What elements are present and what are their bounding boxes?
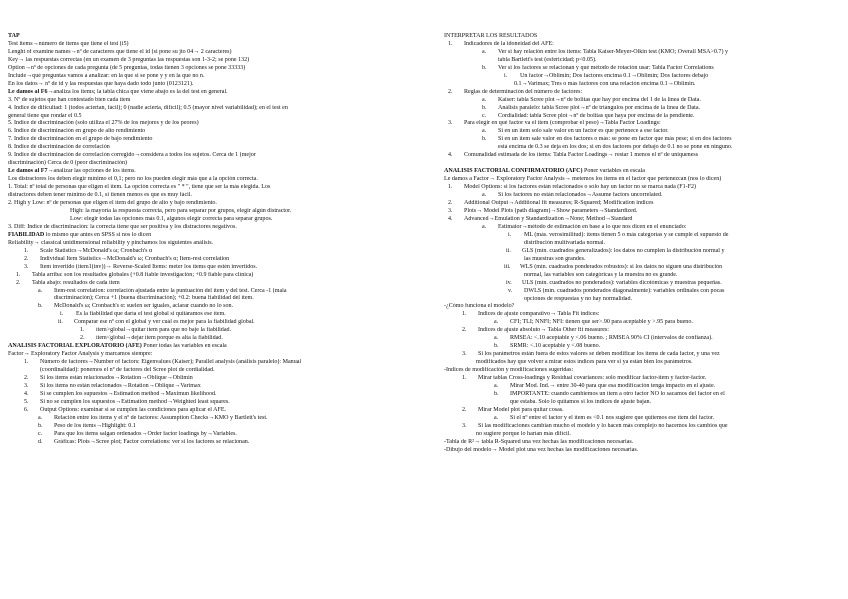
line-text: Comunalidad estimada de los ítems: Tabla Factor Loadings→ restar 1 menos el nº de uniqueness bbox=[464, 152, 699, 159]
list-marker: 1. bbox=[448, 184, 453, 191]
text-line bbox=[8, 303, 424, 311]
text-line bbox=[8, 415, 424, 423]
line-text: general tiene que rondar el 0.5 bbox=[8, 112, 82, 119]
list-marker: 1. bbox=[462, 375, 467, 382]
line-text: Scale Statistics→McDonald's ω; Cronbach's α bbox=[40, 247, 153, 254]
text-line bbox=[8, 120, 424, 128]
list-marker: 3. bbox=[462, 351, 467, 358]
text-line bbox=[444, 256, 842, 264]
text-line bbox=[444, 248, 842, 256]
list-marker: a. bbox=[38, 414, 43, 421]
list-marker: a. bbox=[482, 48, 487, 55]
list-marker: a. bbox=[38, 287, 43, 294]
text-line bbox=[444, 144, 842, 152]
text-line bbox=[444, 399, 842, 407]
text-line bbox=[8, 113, 424, 121]
line-text: -Dibujo del modelo→ Model plot una vez hechas las modificaciones necesarias. bbox=[444, 446, 639, 453]
line-text: Lenght of examine names→nº de caracteres que tiene el id (si pone su jto 04→ 2 caracteres) bbox=[8, 48, 232, 55]
text-line bbox=[8, 97, 424, 105]
line-text: Test items→número de items que tiene el test (i5) bbox=[8, 40, 129, 47]
line-text: GLS (mín. cuadrados generalizados): los datos no cumplen la distribución normal y bbox=[522, 247, 725, 254]
line-text: En los datos→ nº de id y las respuestas que haya dado todo junto (0123121). bbox=[8, 80, 194, 87]
line-text: Additional Output→Additional fit measures; R-Squared; Modification indices bbox=[464, 200, 654, 207]
line-text: Tabla arriba: son los resultados globales (+0.8 fiable investigación; +0.9 fiable para clínica) bbox=[32, 271, 254, 278]
line-text: Peso de los ítems→Highlight: 0.1 bbox=[54, 422, 136, 429]
text-line bbox=[8, 248, 424, 256]
line-text: Si los ítems no están relacionados→Rotation→Oblique→Varimax bbox=[40, 382, 201, 389]
text-line bbox=[444, 303, 842, 311]
list-marker: iii. bbox=[504, 263, 511, 270]
line-text: Los distractores los deben elegir mínimo el 0,1; pero no los pueden elegir más que a la opción correcta. bbox=[8, 176, 258, 183]
list-marker: b. bbox=[482, 104, 487, 111]
right-column bbox=[444, 33, 842, 455]
text-line bbox=[444, 272, 842, 280]
line-text: Key→ las respuestas correctas (en un examen de 3 preguntas las respuestas son 1-3-2; se pone 132) bbox=[8, 56, 250, 63]
list-marker: 1. bbox=[448, 40, 453, 47]
line-text: Kaiser: tabla Scree plot→nº de bolitas que hay por encima del 1 de la línea de Data. bbox=[498, 96, 701, 103]
line-text: ULS (mín. cuadrados no ponderados): variables dicotómicas y muestras pequeñas. bbox=[522, 279, 722, 286]
text-line bbox=[444, 224, 842, 232]
line-text: las muestras son grandes. bbox=[524, 255, 586, 262]
text-line bbox=[444, 41, 842, 49]
list-marker: 4. bbox=[448, 152, 453, 159]
text-line bbox=[444, 280, 842, 288]
text-line bbox=[8, 431, 424, 439]
text-line bbox=[444, 319, 842, 327]
text-line bbox=[8, 399, 424, 407]
line-text: ANÁLISIS FACTORIAL CONFIRMATORIO (AFC) Poner variables en escala bbox=[444, 168, 645, 175]
text-line bbox=[8, 359, 424, 367]
text-line bbox=[444, 335, 842, 343]
text-line bbox=[8, 73, 424, 81]
text-line bbox=[444, 184, 842, 192]
line-text: ANÁLISIS FACTORIAL EXPLORATORIO (AFE) Poner todas las variables en escala bbox=[8, 343, 227, 350]
line-text: Factor→ Exploratory Factor Analysis y marcamos siempre: bbox=[8, 351, 153, 358]
text-line bbox=[8, 105, 424, 113]
text-line bbox=[8, 41, 424, 49]
line-text: Si los factores no están relacionados→Assume factors uncorrelated. bbox=[498, 192, 663, 199]
list-marker: a. bbox=[482, 128, 487, 135]
line-text: 3. Nº de sujetos que han contestado bien cada ítem bbox=[8, 96, 131, 103]
line-text: -¿Cómo funciona el modelo? bbox=[444, 303, 515, 310]
text-line bbox=[444, 311, 842, 319]
line-text: Mirar tablas Cross-loadings y Residual covariances: solo modificar factor-ítem y factor-factor. bbox=[478, 375, 707, 382]
text-line bbox=[444, 57, 842, 65]
list-marker: 4. bbox=[448, 215, 453, 222]
list-marker: 3. bbox=[448, 208, 453, 215]
text-line bbox=[8, 280, 424, 288]
text-line bbox=[444, 415, 842, 423]
bold-heading: ANÁLISIS FACTORIAL CONFIRMATORIO (AFC) bbox=[444, 168, 583, 175]
line-text: INTERPRETAR LOS RESULTADOS bbox=[444, 33, 538, 39]
line-text: Si en un ítem sale valor en dos factores o más: se pone en factor que más pese; si en dos factores bbox=[498, 136, 732, 143]
line-text: normal, las variables son categóricas y la muestra no es grande. bbox=[524, 271, 678, 278]
line-text: Indicadores de la idoneidad del AFE: bbox=[464, 40, 554, 47]
text-line bbox=[444, 105, 842, 113]
text-line bbox=[8, 176, 424, 184]
text-line bbox=[8, 65, 424, 73]
text-line bbox=[444, 136, 842, 144]
text-line bbox=[444, 288, 842, 296]
line-text: SRMR: <.10 aceptable y <.08 bueno. bbox=[510, 343, 601, 350]
text-line bbox=[8, 33, 424, 41]
list-marker: ii. bbox=[506, 247, 511, 254]
text-line bbox=[444, 97, 842, 105]
text-line bbox=[8, 391, 424, 399]
line-text: Reliability→ classical unidimensional reliability y pinchamos los siguientes análisis. bbox=[8, 239, 214, 246]
line-text: que estaba. Solo lo quitamos si los índices de ajuste bajan. bbox=[510, 398, 652, 405]
line-text: Si el nº entre el factor y el ítem es <0.1 nos sugiere que quitemos ese ítem del factor. bbox=[510, 414, 715, 421]
list-marker: 3. bbox=[462, 422, 467, 429]
text-line bbox=[444, 327, 842, 335]
text-line bbox=[8, 224, 424, 232]
text-line bbox=[444, 49, 842, 57]
line-text: Le damos a Factor→ Exploratory Factor Analysis→ metemos los ítems en el factor que pertenezcan (nos lo dicen) bbox=[444, 176, 722, 183]
list-marker: 6. bbox=[24, 406, 29, 413]
text-line bbox=[8, 240, 424, 248]
line-text: Cordialidad: tabla Scree plot→nº de bolitas que haya por encima de la pendiente. bbox=[498, 112, 695, 119]
line-text: 9. Índice de discriminación de correlación corregido→considera a todos los sujetos. Cerca de 1 (mejor bbox=[8, 152, 256, 159]
list-marker: i. bbox=[508, 231, 512, 238]
line-text: 6. Índice de discriminación en grupo de alto rendimiento bbox=[8, 128, 146, 135]
line-text: distractores deben tener mínimo de 0.1, si tienen menos es que es muy fácil. bbox=[8, 192, 193, 199]
text-line bbox=[444, 240, 842, 248]
list-marker: 3. bbox=[24, 382, 29, 389]
text-line bbox=[444, 176, 842, 184]
line-text bbox=[444, 160, 842, 168]
list-marker: b. bbox=[38, 422, 43, 429]
line-text: 0.1→Varimax; Tres o más factores con una relación encima 0.1→Oblimin. bbox=[514, 80, 696, 87]
line-text: ítem<global→dejar ítem porque es alta la fiabilidad. bbox=[96, 335, 223, 342]
text-line bbox=[444, 447, 842, 455]
text-line bbox=[444, 232, 842, 240]
line-text: Individual Item Statistics→McDonald's ω; Cronbach's α; Item-rest correlation bbox=[40, 255, 230, 262]
text-line bbox=[8, 192, 424, 200]
text-line bbox=[8, 351, 424, 359]
text-line bbox=[8, 128, 424, 136]
text-line bbox=[444, 73, 842, 81]
text-line bbox=[8, 311, 424, 319]
text-line bbox=[444, 168, 842, 176]
list-marker: ii. bbox=[58, 319, 63, 326]
line-text: Plots→ Model Plots (path diagram)→Show parameters→Standardized. bbox=[464, 208, 638, 215]
list-marker: a. bbox=[494, 414, 499, 421]
list-marker: a. bbox=[482, 96, 487, 103]
line-text: Relación entre los ítems y el nº de factores: Assumption Checks→KMO y Bartlett's test. bbox=[54, 414, 268, 421]
list-marker: 1. bbox=[24, 247, 29, 254]
text-line bbox=[444, 113, 842, 121]
line-text: (coordinalidad): ponemos el nº de factores del Scree plot de cordialidad. bbox=[40, 367, 215, 374]
bold-heading: Le damos al F7 bbox=[8, 168, 48, 175]
text-line bbox=[444, 367, 842, 375]
list-marker: d. bbox=[38, 438, 43, 445]
list-marker: 2. bbox=[24, 374, 29, 381]
line-text: Si los parámetros están fuera de estos valores se deben modificar los ítems de cada factor, y una vez bbox=[478, 351, 720, 358]
line-text: Para elegir en qué factor va el ítem (comprobar el peso)→Tabla Factor Loadings: bbox=[464, 120, 661, 127]
line-text: Le damos al F6→analiza los items; la tabla chica que viene abajo es la del test en general. bbox=[8, 88, 228, 95]
line-text: ML (más. verosimilitud): ítems tienen 5 o más categorías y se cumple el supuesto de bbox=[524, 231, 729, 238]
line-text: Include→qué preguntas vamos a analizar: en la que si se pone y y en la que no n. bbox=[8, 72, 205, 79]
line-text: no sugiere porque lo harían más difícil. bbox=[476, 430, 571, 437]
text-line bbox=[444, 383, 842, 391]
text-line bbox=[8, 200, 424, 208]
text-line bbox=[444, 343, 842, 351]
line-text: Model Options: si los factores están relacionados o solo hay un factor no se marca nada (F1-F2) bbox=[464, 184, 697, 191]
text-line bbox=[444, 216, 842, 224]
text-line bbox=[444, 296, 842, 304]
text-line bbox=[8, 152, 424, 160]
list-marker: 2. bbox=[448, 88, 453, 95]
line-text: IMPORTANTE: cuando cambiemos un ítem a otro factor NO lo sacamos del factor en el bbox=[510, 390, 725, 397]
text-line bbox=[444, 391, 842, 399]
list-marker: iv. bbox=[506, 279, 512, 286]
line-text: ítem>global→quitar ítem para que no baje la fiabilidad. bbox=[96, 327, 232, 334]
list-marker: 3. bbox=[24, 263, 29, 270]
text-line bbox=[8, 383, 424, 391]
list-marker: 5. bbox=[24, 398, 29, 405]
text-line bbox=[8, 288, 424, 296]
list-marker: 2. bbox=[24, 255, 29, 262]
text-line bbox=[444, 200, 842, 208]
text-line bbox=[444, 192, 842, 200]
text-line bbox=[8, 264, 424, 272]
line-text: 8. Índice de discriminación de correlación bbox=[8, 144, 110, 151]
list-marker: i. bbox=[504, 72, 508, 79]
line-text: 2. High y Low: nº de personas que eligen el ítem del grupo de alto y bajo rendimiento. bbox=[8, 200, 217, 207]
line-text: Mirar Mod. Ind.→ entre 30-40 para que esa modificación tenga impacto en el ajuste. bbox=[510, 382, 716, 389]
line-text: discriminación); Cerca +1 (buena discriminación); +0.2: buena fiabilidad del ítem. bbox=[54, 295, 254, 302]
text-line bbox=[444, 423, 842, 431]
text-line bbox=[8, 367, 424, 375]
line-text: -Índices de modificación y modificaciones sugeridas: bbox=[444, 367, 574, 374]
text-line bbox=[8, 423, 424, 431]
left-column bbox=[8, 33, 424, 447]
list-marker: a. bbox=[494, 319, 499, 326]
text-line bbox=[444, 359, 842, 367]
line-text: discriminación) Cerca de 0 (peor discriminación) bbox=[8, 160, 128, 167]
text-line bbox=[444, 120, 842, 128]
list-marker: a. bbox=[482, 192, 487, 199]
text-line bbox=[8, 327, 424, 335]
list-marker: 4. bbox=[24, 390, 29, 397]
list-marker: 2. bbox=[448, 200, 453, 207]
line-text: Comparar ese nº con el global y ver cuál es mejor para la fiabilidad global. bbox=[74, 319, 255, 326]
list-marker: i. bbox=[60, 311, 64, 318]
line-text: Le damos al F7→analizar las opciones de los ítems. bbox=[8, 168, 136, 175]
line-text: CFI; TLI; NNFI; NFI: tienen que ser>.90 para aceptable y >.95 para bueno. bbox=[510, 319, 693, 326]
list-marker: a. bbox=[494, 382, 499, 389]
text-line bbox=[8, 49, 424, 57]
line-text: High: la mayoría la respuesta correcta, pero para separar por grupos, elegir algún distractor. bbox=[70, 207, 292, 214]
line-text: Es la fiabilidad que daría el test global si quitáramos ese ítem. bbox=[76, 311, 226, 318]
text-line bbox=[8, 216, 424, 224]
line-text: Índices de ajuste absoluto→ Tabla Other fit measures: bbox=[478, 327, 609, 334]
text-line bbox=[444, 81, 842, 89]
line-text: Si los ítems están relacionados→Rotation→Oblique→Oblimin bbox=[40, 374, 193, 381]
list-marker: 2. bbox=[16, 279, 21, 286]
line-text: tabla Bartlett's test (esfericidad; p<0.05). bbox=[498, 56, 597, 63]
line-text: Para que los ítems salgan ordenados→Order factor loadings by→Variables. bbox=[54, 430, 237, 437]
text-line bbox=[444, 351, 842, 359]
text-line bbox=[8, 89, 424, 97]
line-text: FIABILIDAD lo mismo que antes en SPSS si nos lo dicen bbox=[8, 231, 152, 238]
text-line bbox=[8, 136, 424, 144]
line-text: Índices de ajuste comparativo→ Tabla Fit indices: bbox=[478, 311, 600, 318]
text-line bbox=[8, 208, 424, 216]
line-text: 7. Índice de discriminación en el grupo de bajo rendimiento bbox=[8, 136, 153, 143]
list-marker: 1. bbox=[16, 271, 21, 278]
line-text: Advanced→Emulation y Standardization→None; Method→Standard bbox=[464, 215, 633, 222]
bold-heading: Le damos al F6 bbox=[8, 88, 48, 95]
list-marker: b. bbox=[482, 136, 487, 143]
text-line bbox=[444, 375, 842, 383]
line-text: opciones de respuestas y no hay normalidad. bbox=[524, 295, 632, 302]
line-text: Si en un ítem solo sale valor en un factor es que pertenece a ese factor. bbox=[498, 128, 669, 135]
list-marker: 1. bbox=[24, 359, 29, 366]
list-marker: 2. bbox=[80, 335, 85, 342]
text-line bbox=[8, 256, 424, 264]
text-line bbox=[444, 431, 842, 439]
text-line bbox=[8, 439, 424, 447]
list-marker: b. bbox=[482, 64, 487, 71]
line-text: Low: elegir todas las opciones más 0.1, algunos elegir correcta para separar grupos. bbox=[70, 215, 273, 222]
line-text: McDonald's ω; Cronbach's α: suelen ser iguales, aclarar cuando no lo son. bbox=[54, 303, 234, 310]
text-line bbox=[8, 144, 424, 152]
text-line bbox=[8, 232, 424, 240]
line-text: Un factor→Oblimin; Dos factores encima 0.1→Oblimin; Dos factores debajo bbox=[520, 72, 709, 79]
text-line bbox=[444, 128, 842, 136]
line-text: RMSEA: <.10 aceptable y <.06 bueno. ; RMSEA 90% CI (intervalos de confianza). bbox=[510, 335, 713, 342]
list-marker: 3. bbox=[448, 120, 453, 127]
line-text: Mirar Model plot para quitar cosas. bbox=[478, 406, 564, 413]
text-line bbox=[444, 160, 842, 168]
text-line bbox=[8, 335, 424, 343]
text-line bbox=[8, 319, 424, 327]
line-text: 1. Total: nº total de personas que eligen el ítem. La opción correcta es " * ", tiene que ser la más elegida. Los bbox=[8, 184, 271, 191]
line-text: Item-rest correlation: correlación ajustada entre la puntuación del ítem y del test. Cerca -1 (mala bbox=[54, 287, 287, 294]
list-marker: v. bbox=[508, 287, 513, 294]
text-line bbox=[444, 407, 842, 415]
list-marker: 1. bbox=[80, 327, 85, 334]
line-text: Ver si hay relación entre los ítems: Tabla Kaiser-Meyer-Olkin test (KMO; Overall MSA>0.7) y bbox=[498, 48, 729, 55]
list-marker: 2. bbox=[462, 327, 467, 334]
text-line bbox=[444, 89, 842, 97]
text-line bbox=[8, 272, 424, 280]
text-line bbox=[8, 168, 424, 176]
bold-heading: ANÁLISIS FACTORIAL EXPLORATORIO (AFE) bbox=[8, 343, 142, 350]
list-marker: 1. bbox=[462, 311, 467, 318]
line-text: distribución multivariada normal. bbox=[524, 239, 606, 246]
list-marker: a. bbox=[482, 223, 487, 230]
list-marker: c. bbox=[482, 112, 487, 119]
text-line bbox=[8, 295, 424, 303]
line-text: TAP bbox=[8, 33, 20, 39]
line-text: Output Options: examinar si se cumplen las condiciones para aplicar el AFE. bbox=[40, 406, 227, 413]
line-text: WLS (mín. cuadrados ponderados robustos): si los datos no siguen una distribución bbox=[520, 263, 723, 270]
line-text: Ítem invertido (ítem1(inv))→ Reverse-Scaled Items: meter los ítems que estén invertidos. bbox=[40, 263, 258, 270]
text-line bbox=[8, 407, 424, 415]
text-line bbox=[444, 65, 842, 73]
text-line bbox=[8, 160, 424, 168]
text-line bbox=[444, 439, 842, 447]
line-text: 5. Índice de discriminación (solo utiliza el 27% de los mejores y de los peores) bbox=[8, 120, 199, 127]
text-line bbox=[8, 375, 424, 383]
text-line bbox=[444, 208, 842, 216]
line-text: Ver si los factores se relacionan y qué método de rotación usar: Tabla Factor Correlations bbox=[498, 64, 714, 71]
list-marker: 2. bbox=[462, 406, 467, 413]
line-text: Análisis paralelo: tabla Scree plot→nº de triángulos por encima de la línea de Data. bbox=[498, 104, 701, 111]
line-text: está encima de 0.3 se deja en los dos; si en dos factores por debajo de 0.1 no se pone en ninguno. bbox=[498, 144, 733, 151]
line-text: Número de factores→Number of factors: Eigenvalues (Kaiser); Parallel analysis (análisis paralelo): Manual bbox=[40, 359, 302, 366]
line-text: Estimator→método de estimación en base a lo que nos dicen en el enunciado: bbox=[498, 223, 687, 230]
text-line bbox=[444, 33, 842, 41]
line-text: Si se cumplen los supuestos→Estimation method→Maximun likelihood. bbox=[40, 390, 217, 397]
line-text: -Tabla de R²→ tabla R-Squared una vez hechas las modificaciones necesarias. bbox=[444, 438, 634, 445]
list-marker: b. bbox=[494, 343, 499, 350]
bold-heading: FIABILIDAD bbox=[8, 231, 45, 238]
line-text: Si no se cumplen los supuestos→Estimation method→Weighted least squares. bbox=[40, 398, 230, 405]
line-text: 3. Diff: Índice de discriminación: la correcta tiene que ser positiva y los distractores negativos. bbox=[8, 223, 237, 230]
list-marker: b. bbox=[38, 303, 43, 310]
line-text: Tabla abajo: resultados de cada ítem bbox=[32, 279, 120, 286]
text-line bbox=[8, 343, 424, 351]
line-text: Gráficas: Plots→Scree plot; Factor correlations: ver si los factores se relacionan. bbox=[54, 438, 250, 445]
list-marker: c. bbox=[38, 430, 43, 437]
line-text: DWLS (mín. cuadrados ponderados diagonalmente): variables ordinales con pocas bbox=[524, 287, 725, 294]
text-line bbox=[8, 57, 424, 65]
line-text: 4. Índice de dificultad: 1 (todos aciertan, fácil); 0 (nadie acierta, difícil); 0.5 (mayor nivel variabilidad); en el test en bbox=[8, 104, 288, 111]
text-line bbox=[8, 184, 424, 192]
list-marker: b. bbox=[494, 390, 499, 397]
text-line bbox=[8, 81, 424, 89]
text-line bbox=[444, 264, 842, 272]
line-text: Si las modificaciones cambian mucho el modelo y lo hacen más complejo no hacemos los cambios que bbox=[478, 422, 728, 429]
list-marker: a. bbox=[494, 335, 499, 342]
line-text: Reglas de determinación del número de factores: bbox=[464, 88, 583, 95]
line-text: Option→nº de opciones de cada pregunta (de 5 preguntas, todas tienen 3 opciones se pone 33333) bbox=[8, 64, 246, 71]
text-line bbox=[444, 152, 842, 160]
line-text: modificados hay que volver a mirar estos índices para ver si ya están bien los parámetros. bbox=[476, 359, 693, 366]
